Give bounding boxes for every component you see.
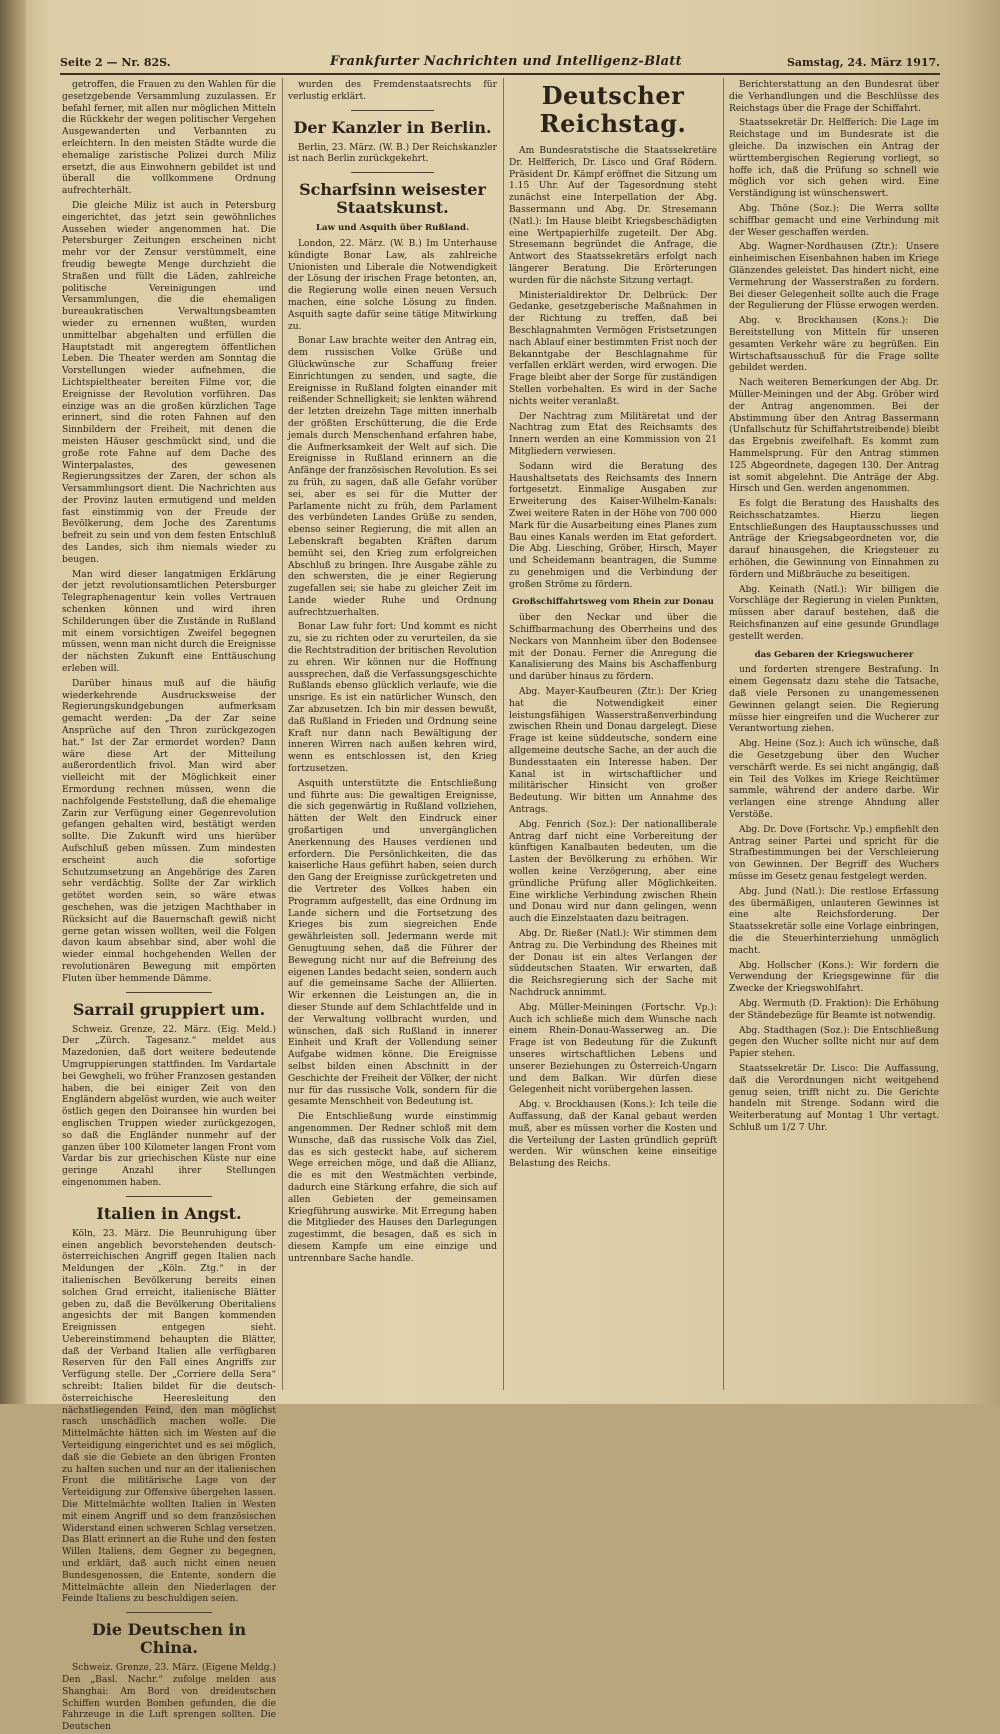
article-separator — [126, 992, 212, 993]
text-column-2 — [288, 80, 497, 1390]
article-paragraph: Man wird dieser langatmigen Erklärung der jetzt revolutionsamtlichen Petersburger Telegraphenagentur kein volles Vertrauen schenken können und wird ihren Schilderungen über die Zustände in Rußland mit einem vorsichtigen Zweifel begegnen müssen, wenn man nicht durch die Ereignisse der nächsten Zukunft eine Enttäuschung erleben will. — [62, 569, 276, 675]
article-paragraph: Abg. Heine (Soz.): Auch ich wünsche, daß die Gesetzgebung über den Wucher verschärft werde. Es sei nicht angängig, daß ein Teil des Volkes im Kriege Reichtümer sammle, während der andere darbe. Wir verlangen eine strenge Ahndung aller Verstöße. — [729, 739, 939, 821]
article-subheading: Großschiffahrtsweg vom Rhein zur Donau — [512, 597, 714, 608]
article-separator — [126, 1196, 212, 1197]
article-paragraph: Berichterstattung an den Bundesrat über die Verhandlungen und die Beschlüsse des Reichstags über die Frage der Schiffahrt. — [729, 80, 939, 114]
page-number: Seite 2 — Nr. 82S. — [60, 56, 171, 69]
article-paragraph: Asquith unterstützte die Entschließung und führte aus: Die gewaltigen Ereignisse, die sich gegenwärtig in Rußland vollziehen, hätten der Welt den Eindruck einer großartigen und unvergänglichen Anerkennung des Hauses verdienen und erfordern. Die Persönlichkeiten, die das kaiserliche Haus geführt haben, seien durch den Gang der Ereignisse zurückgetreten und die Vertreter des Volkes haben ein Programm aufgestellt, das eine Ordnung im Lande sichern und die Fortsetzung des Krieges bis zum siegreichen Ende gewährleisten soll. Jedermann werde mit Genugtuung sehen, daß die Führer der Bewegung nicht nur auf die Befreiung des eigenen Landes bedacht seien, sondern auch auf die gemeinsame Sache der Alliierten. Wir erkennen die Leistungen an, die in dieser Stunde auf dem Schlachtfelde und in der Verwaltung vollbracht wurden, und wünschen, daß sich Rußland in innerer Einheit und Kraft der Vollendung seiner Aufgabe widmen könne. Die Ereignisse selbst bilden einen Abschnitt in der Geschichte der Freiheit der Völker, der nicht nur für das russische Volk, sondern für die gesamte Menschheit von Bedeutung ist. — [288, 778, 497, 1108]
article-paragraph: Schweiz. Grenze, 23. März. (Eigene Meldg.) Den „Basl. Nachr.“ zufolge melden aus Shanghai: Am Bord von dreideutschen Schiffen wurden Bomben gefunden, die die Fahrzeuge in die Luft sprengen sollten. Die Deutschen — [62, 1663, 276, 1733]
text-column-4 — [729, 80, 939, 1390]
article-paragraph: Abg. Jund (Natl.): Die restlose Erfassung des übermäßigen, unlauteren Gewinnes ist eine alte Reichsforderung. Der Staatssekretär solle eine Vorlage einbringen, die die Steuerhinterziehung unmöglich macht. — [729, 886, 939, 956]
article-paragraph: Abg. Müller-Meiningen (Fortschr. Vp.): Auch ich schließe mich dem Wunsche nach einem Rhein-Donau-Wasserweg an. Die Frage ist von Bedeutung für die Zukunft unseres wirtschaftlichen Lebens und unserer Beziehungen zu Österreich-Ungarn und dem Balkan. Wir dürfen diese Gelegenheit nicht vorübergehen lassen. — [509, 1002, 717, 1096]
article-paragraph: London, 22. März. (W. B.) Im Unterhause kündigte Bonar Law, als zahlreiche Unionisten und Liberale die Notwendigkeit der Lösung der irischen Frage betonten, an, die Regierung wolle einen neuen Versuch machen, eine solche Lösung zu finden. Asquith sagte dafür seine tätige Mitwirkung zu. — [288, 238, 497, 332]
article-paragraph: und forderten strengere Bestrafung. In einem Gegensatz dazu stehe die Tatsache, daß viele Personen zu unangemessenen Gewinnen gelangt seien. Die Regierung müsse hier eingreifen und die Wucherer zur Verantwortung ziehen. — [729, 665, 939, 735]
article-subheading: Law und Asquith über Rußland. — [316, 223, 469, 234]
article-paragraph: wurden des Fremdenstaatsrechts für verlustig erklärt. — [288, 80, 497, 102]
article-paragraph: Berlin, 23. März. (W. B.) Der Reichskanzler ist nach Berlin zurückgekehrt. — [288, 142, 497, 165]
article-headline: Der Kanzler in Berlin. — [293, 117, 492, 137]
article-paragraph: Staatssekretär Dr. Lisco: Die Auffassung, daß die Verordnungen nicht weitgehend genug seien, trifft nicht zu. Die Gerichte handeln mit Strenge. Sodann wird die Weiterberatung auf Montag 1 Uhr vertagt. Schluß um 1/2 7 Uhr. — [729, 1063, 939, 1133]
header-rule — [60, 73, 940, 75]
article-paragraph: Bonar Law brachte weiter den Antrag ein, dem russischen Volke Grüße und Glückwünsche zur Schaffung freier Einrichtungen zu senden, und sagte, die Ereignisse in Rußland folgten einander mit reißender Schnelligkeit; sie lenkten während der letzten dreizehn Tage mitten innerhalb der größten Erschütterung, die die Erde jemals durch Menschenhand erfahren habe, die Aufmerksamkeit der Welt auf sich. Die Ereignisse in Rußland erinnern an die Anfänge der französischen Revolution. Es sei zu früh, zu sagen, daß alle Gefahr vorüber sei, aber es sei für die Mutter der Parlamente nicht zu früh, dem Parlament des verbündeten Landes Grüße zu senden, ebenso seiner Regierung, die mit allen an Lebenskraft begabten Kräften darum bemüht sei, den Krieg zum erfolgreichen Abschluß zu bringen. Ihre Ausgabe zähle zu den schwersten, die je einer Regierung zugefallen sei; sie habe zu gleicher Zeit im Lande wieder Ruhe und Ordnung aufrechtzuerhalten. — [288, 336, 497, 618]
article-paragraph: Abg. Wagner-Nordhausen (Ztr.): Unsere einheimischen Eisenbahnen haben im Kriege Glänzendes geleistet. Das hindert nicht, eine Vermehrung der Wasserstraßen zu fordern. Bei dieser Gelegenheit sollte auch die Frage der Regulierung der Flüsse erwogen werden. — [729, 242, 939, 312]
article-paragraph: Abg. Hollscher (Kons.): Wir fordern die Verwendung der Kriegsgewinne für die Zwecke der Kriegswohlfahrt. — [729, 960, 939, 995]
article-paragraph: Staatssekretär Dr. Helfferich: Die Lage im Reichstage und im Bundesrate ist die gleiche. Da inzwischen ein Antrag der württembergischen Regierung vorliegt, so hoffe ich, daß die Prüfung so schnell wie möglich vor sich gehen wird. Eine Verständigung ist wünschenswert. — [729, 118, 939, 200]
masthead — [60, 52, 940, 72]
article-paragraph: Sodann wird die Beratung des Haushaltsetats des Reichsamts des Innern fortgesetzt. Einmalige Ausgaben zur Erweiterung des Kaiser-Wilhelm-Kanals: Zwei weitere Raten in der Höhe von 700 000 Mark für die Ausarbeitung eines Planes zum Bau eines Kanals werden im Etat gefordert. Die Abg. Liesching, Gröber, Hirsch, Mayer und Scheidemann beantragen, die Summe zu genehmigen und die Verbindung der großen Ströme zu fördern. — [509, 461, 717, 590]
book-binding — [0, 0, 26, 1404]
article-headline: Sarrail gruppiert um. — [72, 999, 266, 1019]
article-paragraph: Abg. Dr. Dove (Fortschr. Vp.) empfiehlt den Antrag seiner Partei und spricht für die Strafbestimmungen bei der Verschleierung von Gewinnen. Der Begriff des Wuchers müsse im Gesetz genau festgelegt werden. — [729, 824, 939, 882]
article-paragraph: Abg. Thöne (Soz.): Die Werra sollte schiffbar gemacht und eine Verbindung mit der Weser geschaffen werden. — [729, 203, 939, 238]
article-paragraph: Der Nachtrag zum Militäretat und der Nachtrag zum Etat des Reichsamts des Innern werden an eine Kommission von 21 Mitgliedern verwiesen. — [509, 411, 717, 457]
article-paragraph: Schweiz. Grenze, 22. März. (Eig. Meld.) Der „Zürch. Tagesanz.“ meldet aus Mazedonien, daß dort weitere bedeutende Umgruppierungen stattfinden. Im Vardartale bei Gewgheli, wo früher Franzosen gestanden haben, die bei einiger Zeit von den Engländern abgelöst wurden, wie auch weiter östlich gegen den Doiransee hin wurden bei englischen Truppen wieder zurückgezogen, so daß die Engländer nunmehr auf der ganzen über 100 Kilometer langen Front vom Vardar bis zur griechischen Küste nur eine geringe Anzahl ihrer Stellungen eingenommen haben. — [62, 1024, 276, 1188]
article-paragraph: Abg. Stadthagen (Soz.): Die Entschließung gegen den Wucher sollte nicht nur auf dem Papier stehen. — [729, 1025, 939, 1060]
article-paragraph: Abg. Keinath (Natl.): Wir billigen die Vorschläge der Regierung in vielen Punkten, müssen aber darauf bestehen, daß die Reichsfinanzen auf eine gesunde Grundlage gestellt werden. — [729, 584, 939, 642]
article-paragraph: Abg. Wermuth (D. Fraktion): Die Erhöhung der Ständebezüge für Beamte ist notwendig. — [729, 998, 939, 1021]
article-paragraph: Die Entschließung wurde einstimmig angenommen. Der Redner schloß mit dem Wunsche, daß das russische Volk das Ziel, das es sich gesteckt habe, auf sicherem Wege erreichen möge, und daß die Allianz, die es mit den Westmächten verbinde, dadurch eine Stärkung erfahre, die sich auf allen Gebieten der gemeinsamen Kriegführung auswirke. Mit Erregung haben die Mitglieder des Hauses den Darlegungen zugestimmt, die besagen, daß es sich in diesem Kampfe um eine einzige und untrennbare Sache handle. — [288, 1112, 497, 1264]
article-paragraph: Abg. Mayer-Kaufbeuren (Ztr.): Der Krieg hat die Notwendigkeit einer leistungsfähigen Wasserstraßenverbindung zwischen Rhein und Donau dargelegt. Diese Frage ist keine süddeutsche, sondern eine allgemeine deutsche Sache, an der auch die Bundesstaaten ein Interesse haben. Der Kanal ist in wirtschaftlicher und militärischer Hinsicht von großer Bedeutung. Wir bitten um Annahme des Antrags. — [509, 687, 717, 816]
article-headline: Scharfsinn weisester Staatskunst. — [299, 180, 486, 218]
article-paragraph: Darüber hinaus muß auf die häufig wiederkehrende Ausdrucksweise der Regierungskundgebungen aufmerksam gemacht werden: „Da der Zar seine Ansprüche auf den Thron zurückgezogen hat.“ Ist der Zar ermordet worden? Dann wäre diese Art der Mitteilung außerordentlich frivol. Man wird aber vielleicht mit der Möglichkeit einer Ermordung rechnen müssen, wenn die nachfolgende Feststellung, daß die ehemalige Zarin zur Verfügung einer Gegenrevolution gefangen gehalten wird, bestätigt werden sollte. Die Zukunft wird uns hierüber Aufschluß geben müssen. Zum mindesten erscheint auch die sofortige Schutzumsetzung an Angehörige des Zaren sehr verdächtig. Sollte der Zar wirklich getötet worden sein, so wäre etwas geschehen, was die jetzigen Machthaber in Rücksicht auf die Bauernschaft gewiß nicht gerne getan wissen wollten, weil die Folgen davon kaum absehbar sind, aber wohl die wieder einmal hochgehenden Wellen der revolutionären Bewegung mit empörten Fluten über hemmende Dämme. — [62, 678, 276, 984]
column-divider — [723, 78, 724, 1390]
article-paragraph: Abg. Fenrich (Soz.): Der nationalliberale Antrag darf nicht eine Vorbereitung der künftigen Kanalbauten bedeuten, um die Lasten der Bevölkerung zu erhöhen. Wir wollen keine Verzögerung, aber eine gründliche Prüfung aller Möglichkeiten. Eine wirkliche Verbindung zwischen Rhein und Donau wird nur dann gelingen, wenn auch die Einzelstaaten dazu beitragen. — [509, 819, 717, 925]
column-divider — [282, 78, 283, 1390]
column-divider — [503, 78, 504, 1390]
article-headline: Italien in Angst. — [96, 1203, 242, 1223]
article-paragraph: Die gleiche Miliz ist auch in Petersburg eingerichtet, das jetzt sein gewöhnliches Aussehen wieder angenommen hat. Die Petersburger Zeitungen erscheinen nicht mehr vor der Zensur verstümmelt, eine freudig bewegte Menge durchzieht die Straßen und füllt die Läden, zahlreiche politische Vereinigungen und Versammlungen, die die ehemaligen bureaukratischen Verwaltungsbeamten wieder zu ernennen wußten, wurden unmittelbar abgehalten und erfüllen die Hauptstadt mit angeregtem öffentlichen Leben. Die Theater werden am Sonntag die Vorstellungen wieder aufnehmen, die Lichtspieltheater bereiten Filme vor, die Ereignisse der Revolution vorführen. Das einzige was an die großen kürzlichen Tage erinnert, sind die roten Fahnen auf den Sinnbildern der Freiheit, mit denen die meisten Häuser geschmückt sind, und die große rote Fahne auf dem Dache des Winterpalastes, des gewesenen Regierungssitzes der Zaren, der schon als Versammlungsort dient. Die Nachrichten aus der Provinz lauten ermutigend und melden fast einstimmig von der Freude der Bevölkerung, dem Joche des Zarentums befreit zu sein und von dem festen Entschluß des Landes, sich ihm niemals wieder zu beugen. — [62, 200, 276, 565]
article-paragraph: Köln, 23. März. Die Beunruhigung über einen angeblich bevorstehenden deutsch-österreichischen Angriff gegen Italien nach Meldungen der „Köln. Ztg.“ in der italienischen Bevölkerung bereits einen solchen Grad erreicht, italienische Blätter geben zu, daß die Bevölkerung Oberitaliens angesichts der mit Bangen kommenden Ereignissen entgegen sieht. Uebereinstimmend behaupten die Blätter, daß der Verband Italien alle verfügbaren Reserven für den Fall eines Angriffs zur Verfügung stelle. Der „Corriere della Sera“ schreibt: Italien bildet für die deutsch-österreichische Heeresleitung den nächstliegenden Feind, den man möglichst rasch unschädlich machen wolle. Die Mittelmächte hätten sich im Westen auf die Verteidigung eingerichtet und es sei möglich, daß sie die Gebiete an den übrigen Fronten zu halten suchen und nur an der italienischen Front die militärische Lage von der Verteidigung zur Offensive übergehen lassen. Die Mittelmächte wollten Italien in Westen mit einem Angriff und so dem französischen Widerstand einen schweren Schlag versetzen. Das Blatt erinnert an die Ruhe und den festen Willen Italiens, dem Gegner zu begegnen, und erklärt, daß auch nicht einen neuen Bundesgenossen, die Entente, sondern die Mittelmächte allein den Niederlagen der Feinde Italiens zu beschuldigen seien. — [62, 1228, 276, 1605]
text-column-1 — [62, 80, 276, 1733]
article-paragraph: Ministerialdirektor Dr. Delbrück: Der Gedanke, gesetzgeberische Maßnahmen in der Richtung zu treffen, daß bei Beschlagnahmten Vermögen Fristsetzungen nach Ablauf einer bestimmten Frist noch der Bekanntgabe der Beschlagnahme für verfallen erklärt werden, wird erwogen. Die Frage bleibt aber der Sorge für zuständigen Stellen vorbehalten. Es wird in der Sache nichts weiter veranlaßt. — [509, 290, 717, 407]
issue-date: Samstag, 24. März 1917. — [786, 56, 940, 69]
text-column-3 — [509, 80, 717, 1390]
article-paragraph: Abg. v. Brockhausen (Kons.): Die Bereitstellung von Mitteln für unseren gesamten Verkehr wäre zu begrüßen. Ein Wirtschaftsausschuß für die Frage sollte gebildet werden. — [729, 316, 939, 374]
article-separator — [351, 110, 435, 111]
article-paragraph: über den Neckar und über die Schiffbarmachung des Oberrheins und des Neckars von Mannheim über den Bodensee mit der Donau. Ferner die Anregung die Kanalisierung des Mains bis Aschaffenburg und darüber hinaus zu fördern. — [509, 613, 717, 683]
article-paragraph: getroffen, die Frauen zu den Wahlen für die gesetzgebende Versammlung zuzulassen. Er befahl ferner, mit allen nur möglichen Mitteln die Rückkehr der wegen politischer Vergehen Ausgewanderten und Verbannten zu erleichtern. In den meisten Städte wurde die ehemalige zaristische Polizei durch Miliz ersetzt, die aus Einwohnern gebildet ist und überall die vollkommene Ordnung aufrechterhält. — [62, 80, 276, 197]
newspaper-title: Frankfurter Nachrichten und Intelligenz-Blatt — [330, 54, 682, 69]
article-separator — [351, 172, 435, 173]
article-separator — [126, 1612, 212, 1613]
article-headline: Die Deutschen in China. — [91, 1620, 247, 1658]
article-paragraph: Nach weiteren Bemerkungen der Abg. Dr. Müller-Meiningen und der Abg. Gröber wird der Antrag angenommen. Bei der Abstimmung über den Antrag Bassermann (Unfallschutz für Schiffahrtstreibende) bleibt das Ergebnis zweifelhaft. Es kommt zum Hammelsprung. Für den Antrag stimmen 125 Abgeordnete, dagegen 130. Der Antrag ist somit abgelehnt. Die Anträge der Abg. Hirsch und Gen. werden angenommen. — [729, 378, 939, 495]
article-subheading: das Gebaren der Kriegswucherer — [754, 649, 914, 660]
article-paragraph: Bonar Law fuhr fort: Und kommt es nicht zu, sie zu richten oder zu verurteilen, da sie die Rechtstradition der britischen Revolution zu ehren. Wir können nur die Hoffnung aussprechen, daß die Verfassungsgeschichte Rußlands ebenso glücklich verlaufe, wie die unsrige. Es ist ein natürlicher Wunsch, den Zar abzusetzen. Ich bin mir dessen bewußt, daß Rußland in Frieden und Ordnung seine Kraft nur dann nach Bewältigung der inneren Wirren nach außen kehren wird, wenn es entschlossen ist, den Krieg fortzusetzen. — [288, 622, 497, 775]
article-paragraph: Abg. v. Brockhausen (Kons.): Ich teile die Auffassung, daß der Kanal gebaut werden muß, aber es müssen vorher die Kosten und die Verteilung der Lasten gründlich geprüft werden. Wir wünschen keine einseitige Belastung des Reichs. — [509, 1100, 717, 1170]
article-paragraph: Am Bundesratstische die Staatssekretäre Dr. Helfferich, Dr. Lisco und Graf Rödern. Präsident Dr. Kämpf eröffnet die Sitzung um 1.15 Uhr. Auf der Tagesordnung steht zunächst eine Interpellation der Abg. Bassermann und Abg. Dr. Stresemann (Natl.): Im Hause bleibt Kriegsbeschädigten eine Wertpapierhilfe zugeteilt. Der Abg. Stresemann begründet die Anfrage, die Antwort des Staatssekretärs erfolgt nach längerer Beratung. Die Erörterungen wurden für die nächste Sitzung vertagt. — [509, 146, 717, 286]
article-paragraph: Es folgt die Beratung des Haushalts des Reichsschatzamtes. Hierzu liegen Entschließungen des Hauptausschusses und Anträge der Kriegsabgeordneten vor, die darauf hinausgehen, die Kriegsteuer zu erhöhen, die Gewinnung von Einnahmen zu fördern und Mißbräuche zu beseitigen. — [729, 499, 939, 580]
article-paragraph: Abg. Dr. Rießer (Natl.): Wir stimmen dem Antrag zu. Die Verbindung des Rheines mit der Donau ist ein altes Verlangen der süddeutschen Staaten. Wir erwarten, daß die Reichsregierung sich der Sache mit Nachdruck annimmt. — [509, 929, 717, 998]
section-title: Deutscher Reichstag. — [539, 81, 687, 138]
